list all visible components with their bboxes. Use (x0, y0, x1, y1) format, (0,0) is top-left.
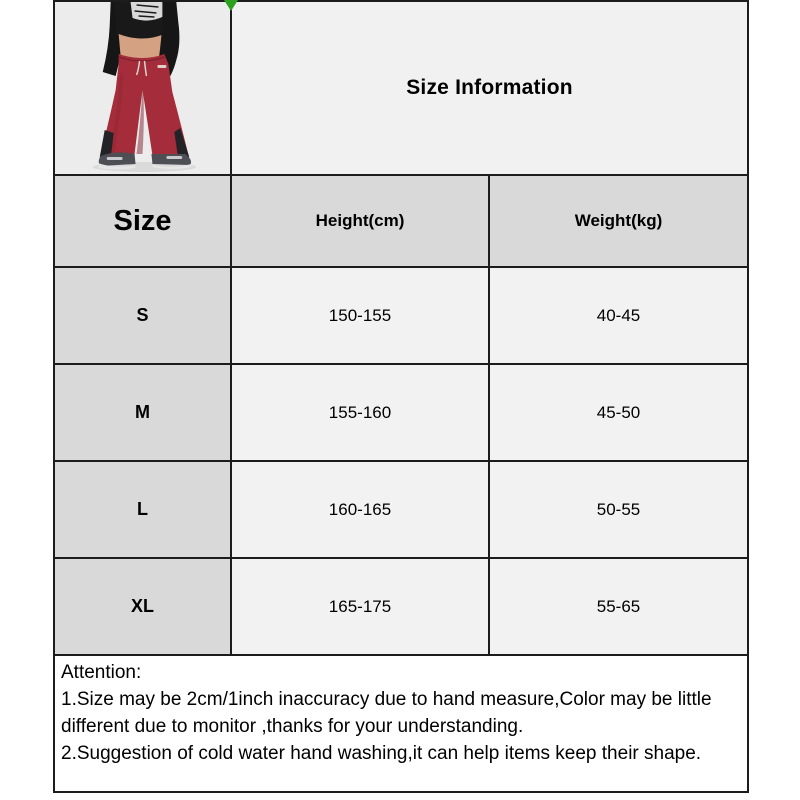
table-row-l (54, 461, 748, 558)
size-information-table (53, 0, 749, 793)
height-cell: 165-175 (231, 558, 489, 655)
size-cell: M (54, 364, 231, 461)
table-row-s (54, 267, 748, 364)
size-cell: XL (54, 558, 231, 655)
attention-heading: Attention: (61, 662, 142, 683)
weight-cell: 55-65 (489, 558, 748, 655)
height-cell: 160-165 (231, 461, 489, 558)
right-shoe (151, 154, 191, 165)
weight-cell: 50-55 (489, 461, 748, 558)
green-corner-marker (224, 0, 238, 11)
header-weight: Weight(kg) (489, 175, 748, 267)
attention-note-1: 1.Size may be 2cm/1inch inaccuracy due to hand measure,Color may be little different due to monitor ,thanks for your understanding. (61, 689, 712, 737)
table-row-xl (54, 558, 748, 655)
table-header-row (54, 175, 748, 267)
attention-note-2: 2.Suggestion of cold water hand washing,it can help items keep their shape. (61, 743, 702, 764)
size-cell: S (54, 267, 231, 364)
size-cell: L (54, 461, 231, 558)
product-photo-cell (54, 1, 231, 175)
product-photo (55, 2, 230, 172)
header-height: Height(cm) (231, 175, 489, 267)
weight-cell: 40-45 (489, 267, 748, 364)
attention-section (54, 655, 748, 792)
page-title: Size Information (231, 1, 748, 175)
table-row-m (54, 364, 748, 461)
height-cell: 155-160 (231, 364, 489, 461)
pants-logo (157, 65, 166, 68)
weight-cell: 45-50 (489, 364, 748, 461)
attention-row (54, 655, 748, 792)
photo-title-row (54, 1, 748, 175)
height-cell: 150-155 (231, 267, 489, 364)
header-size: Size (54, 175, 231, 267)
